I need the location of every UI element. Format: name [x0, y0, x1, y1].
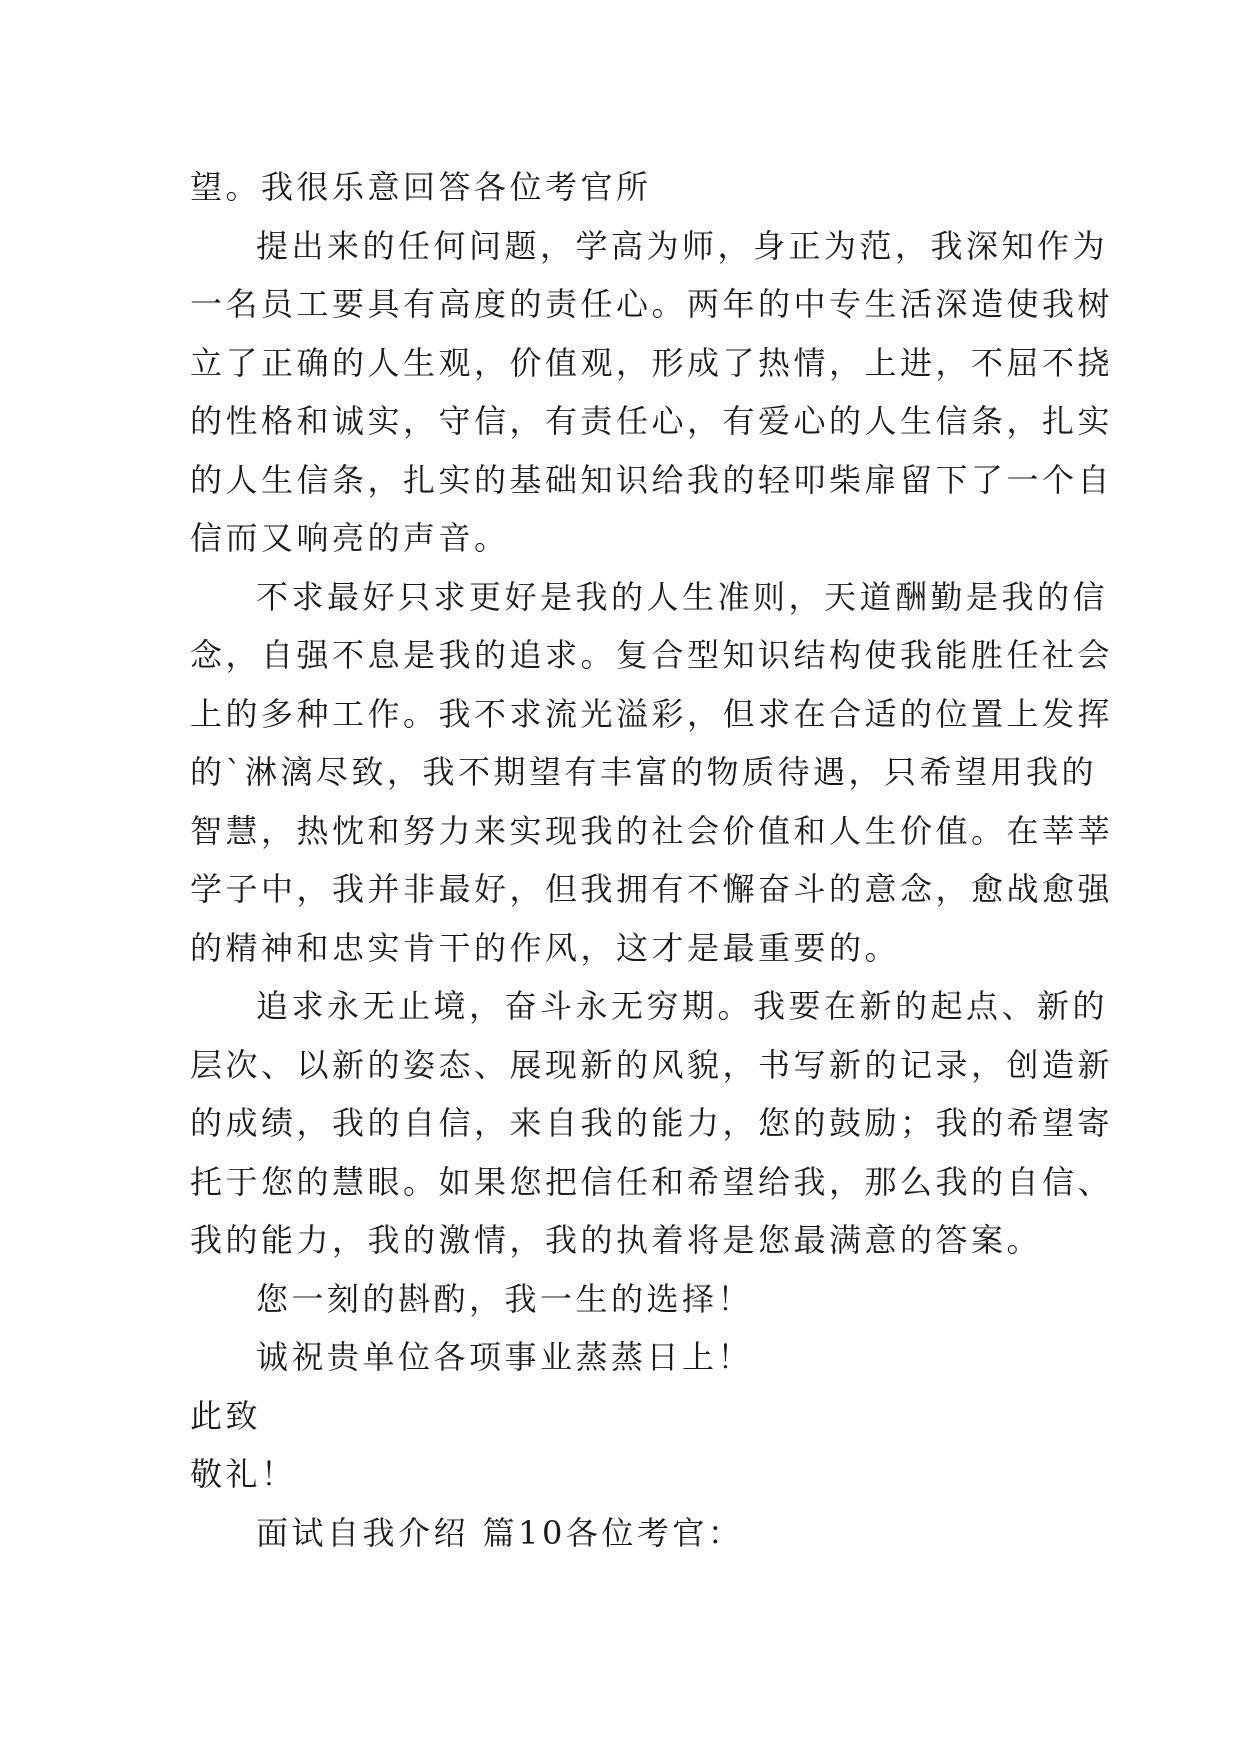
- paragraph-start-line: 提出来的任何问题，学高为师，身正为范，我深知作为: [256, 226, 1109, 265]
- text-line: 层次、以新的姿态、展现新的风貌，书写新的记录，创造新: [190, 1045, 1114, 1084]
- text-line: 上的多种工作。我不求流光溢彩，但求在合适的位置上发挥: [190, 694, 1114, 733]
- text-line: 的`淋漓尽致，我不期望有丰富的物质待遇，只希望用我的: [190, 753, 1098, 791]
- document-body: [190, 158, 1114, 1562]
- text-line: 一名员工要具有高度的责任心。两年的中专生活深造使我树: [190, 285, 1114, 323]
- text-line: 望。我很乐意回答各位考官所: [190, 168, 652, 206]
- text-line: 的性格和诚实，守信，有责任心，有爱心的人生信条，扎实: [190, 402, 1114, 440]
- text-line: 托于您的慧眼。如果您把信任和希望给我，那么我的自信、: [190, 1162, 1114, 1201]
- text-line: 的精神和忠实肯干的作风，这才是最重要的。: [190, 928, 901, 967]
- closing-line: 您一刻的斟酌，我一生的选择！: [256, 1279, 754, 1318]
- text-line: 立了正确的人生观，价值观，形成了热情，上进，不屈不挠: [190, 343, 1114, 382]
- text-line: 信而又响亮的声音。: [190, 519, 510, 557]
- text-line: 的人生信条，扎实的基础知识给我的轻叩柴扉留下了一个自: [190, 460, 1114, 499]
- text-line: 智慧，热忱和努力来实现我的社会价值和人生价值。在莘莘: [190, 811, 1114, 850]
- paragraph-start-line: 追求永无止境，奋斗永无穷期。我要在新的起点、新的: [256, 987, 1109, 1025]
- paragraph-start-line: 不求最好只求更好是我的人生准则，天道酬勤是我的信: [256, 577, 1109, 616]
- text-line: 念，自强不息是我的追求。复合型知识结构使我能胜任社会: [190, 636, 1114, 674]
- closing-line: 诚祝贵单位各项事业蒸蒸日上！: [256, 1338, 754, 1376]
- text-line: 学子中，我并非最好，但我拥有不懈奋斗的意念，愈战愈强: [190, 870, 1114, 908]
- text-line: 的成绩，我的自信，来自我的能力，您的鼓励；我的希望寄: [190, 1104, 1114, 1142]
- salutation-line: 此致: [190, 1396, 262, 1435]
- salutation-line: 敬礼！: [190, 1455, 297, 1493]
- section-heading-line: 面试自我介绍 篇10各位考官：: [256, 1513, 744, 1552]
- text-line: 我的能力，我的激情，我的执着将是您最满意的答案。: [190, 1221, 1043, 1259]
